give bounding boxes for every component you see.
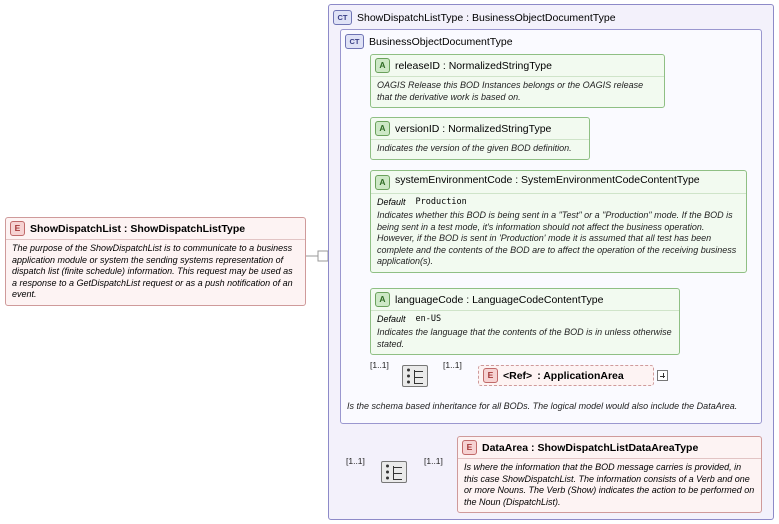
attribute-systemenvironmentcode-default-row <box>371 193 746 208</box>
default-value-2: en-US <box>415 314 442 324</box>
default-label-2: Default <box>377 314 406 324</box>
showdispatchlist-title: ShowDispatchList : ShowDispatchListType <box>30 222 246 235</box>
attribute-languagecode-title: languageCode : LanguageCodeContentType <box>395 293 604 306</box>
applicationarea-cardinality-left: [1..1] <box>370 360 389 370</box>
default-label: Default <box>377 197 406 207</box>
applicationarea-ref-label: <Ref> <box>503 369 533 382</box>
dataarea-description: Is where the information that the BOD message carries is provided, in this case ShowDispatchList. The information consists of a Verb and one or more Nouns. The Verb (Show) indicates the action to be performed on the Noun (DispatchList). <box>458 458 761 512</box>
attribute-releaseid-box[interactable] <box>370 54 665 108</box>
attribute-versionid-header <box>371 118 589 139</box>
default-value: Production <box>415 197 467 207</box>
dataarea-cardinality-right: [1..1] <box>424 456 443 466</box>
attribute-badge-icon-4: A <box>375 292 390 307</box>
attribute-versionid-description: Indicates the version of the given BOD definition. <box>371 139 589 159</box>
attribute-languagecode-default-row <box>371 310 679 325</box>
applicationarea-header <box>479 366 653 385</box>
base-type-footer-note: Is the schema based inheritance for all BODs. The logical model would also include the DataArea. <box>347 401 738 411</box>
element-badge-icon-2: E <box>483 368 498 383</box>
attribute-versionid-title: versionID : NormalizedStringType <box>395 122 552 135</box>
root-type-title: ShowDispatchListType : BusinessObjectDocumentType <box>357 11 616 24</box>
attribute-languagecode-description: Indicates the language that the contents of the BOD is in unless otherwise stated. <box>377 327 672 349</box>
dataarea-header <box>458 437 761 458</box>
expand-plus-icon[interactable] <box>657 370 668 381</box>
applicationarea-title: : ApplicationArea <box>537 369 624 382</box>
complextype-badge-icon-2: CT <box>345 34 364 49</box>
attribute-releaseid-title: releaseID : NormalizedStringType <box>395 59 552 72</box>
attribute-badge-icon-3: A <box>375 175 390 190</box>
attribute-systemenvironmentcode-header <box>371 171 746 193</box>
element-badge-icon-3: E <box>462 440 477 455</box>
showdispatchlist-description: The purpose of the ShowDispatchList is to communicate to a business application module or system the sending systems representation of dispatch list (finite schedule) information. This request may be used as a response to a GetDispatchList request or as a push notification of an event. <box>6 239 305 305</box>
attribute-systemenvironmentcode-title: systemEnvironmentCode : SystemEnvironmentCodeContentType <box>395 174 700 186</box>
dataarea-cardinality-left: [1..1] <box>346 456 365 466</box>
attribute-versionid-box[interactable] <box>370 117 590 160</box>
attribute-badge-icon: A <box>375 58 390 73</box>
showdispatchlist-element-box[interactable] <box>5 217 306 306</box>
dataarea-element-box[interactable] <box>457 436 762 513</box>
base-type-header <box>341 30 761 52</box>
sequence-connector-icon-2[interactable] <box>381 461 407 483</box>
applicationarea-ref-box[interactable] <box>478 365 654 386</box>
dataarea-title: DataArea : ShowDispatchListDataAreaType <box>482 441 699 454</box>
showdispatchlist-header <box>6 218 305 239</box>
applicationarea-cardinality-right: [1..1] <box>443 360 462 370</box>
base-type-title: BusinessObjectDocumentType <box>369 35 513 48</box>
attribute-releaseid-header <box>371 55 664 76</box>
root-type-header <box>329 5 773 28</box>
attribute-systemenvironmentcode-description: Indicates whether this BOD is being sent in a "Test" or a "Production" mode. If the BOD is being sent in a test mode, it's information should not affect the business operation. However, if the BOD is sent in 'Production' mode it is assumed that all test has been complete and the contents of the BOD are to affect the operation of the receiving business application(s). <box>377 210 737 266</box>
element-badge-icon: E <box>10 221 25 236</box>
attribute-languagecode-header <box>371 289 679 310</box>
sequence-connector-icon[interactable] <box>402 365 428 387</box>
attribute-badge-icon-2: A <box>375 121 390 136</box>
attribute-languagecode-box[interactable] <box>370 288 680 355</box>
attribute-releaseid-description: OAGIS Release this BOD Instances belongs or the OAGIS release that the derivative work is based on. <box>371 76 664 107</box>
complextype-badge-icon: CT <box>333 10 352 25</box>
attribute-systemenvironmentcode-box[interactable] <box>370 170 747 273</box>
